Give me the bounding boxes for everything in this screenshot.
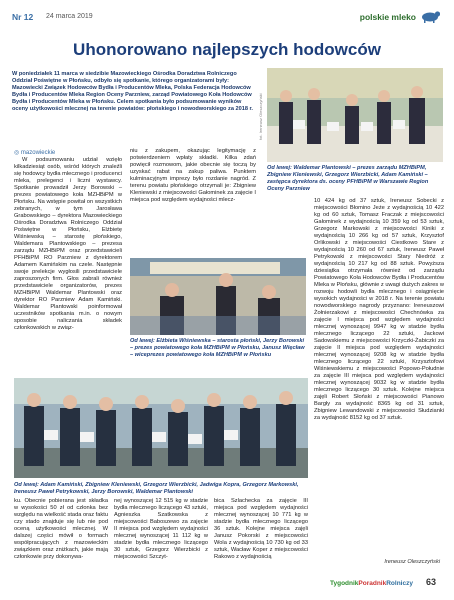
footer-brand-3: Rolniczy — [386, 580, 413, 587]
photo-image — [267, 68, 443, 162]
column-text: nej wynoszącej 12 515 kg w stadzie bydła mlecznego liczącego 43 sztuki, Agnieszka Szatkowska z miejscowości Baboszewo za zajęcie II miejsca pod względem wydajności mlecznej wynoszącej 11 112 kg w stadzie bydła mlecznego liczącego 30 sztuk, Grzegorz Wierzbicki z miejscowości Szczyt- — [114, 498, 208, 560]
article-lead — [12, 71, 258, 114]
section-tag — [14, 149, 55, 156]
footer-brand — [330, 580, 413, 587]
photo-image — [130, 258, 306, 335]
column-text: niu z zakupem, okazując legitymację z potwierdzeniem wpłaty składki. Kilka zdań powięcił rozmowom, jakie obecnie się toczą by uzyskać rabat na zakup paliwa. Punktem kulminacyjnym imprezy było rozdanie nagród. Z terenu powiatu płońskiego otrzymali je: Zbigniew Kleniewski z miejscowości Gałominek za zajęcie I miejsca pod względem wydajności mlecz- — [130, 148, 256, 203]
column-text: 10 424 kg od 37 sztuk, Ireneusz Sobecki z miejscowości Błomino Jeże z wydajnością 10 422 kg od 60 sztuk, Tomasz Fraczak z miejscowości Gałominek z wydajnością 10 359 kg od 53 sztuk, Grzegorz Markowski z miejscowości Kiniki z wydajnością 10 266 kg od 57 sztuk, Krzysztof Orlikowski z miejscowości Ciestkowo Stare z wydajnością 10 260 od 67 sztuk, Ireneusz Paweł Petrykowski z miejscowości Stary Niedróż z wydajnością 10 217 kg od 88 sztuk. Powyższa dziesiątka otrzymała również od zarządu Powiatowego Koła Hodowców Bydła i Producentów Mleka w Płońsku, głównie z uwagi dużych zakres w rozwoju hodowli bydła mlecznego i osiągnięcie wysokich wydajności w 2018 r. Na terenie powiatu nowodworskiego nagrody przyznano: Ireneuszowi Żołnierzakowi z miejscowości Chechnówka za zajęcie I miejsca pod względem wydajności mlecznej wynoszącej 9947 kg w stadzie bydła mlecznego liczącego 22 sztuki, Jackowi Sadowskiemu z miejscowości Krzyczki-Żabiczki za zajęcie II miejsca pod względem wydajności mlecznej wynoszącej 9208 kg w stadzie bydła mlecznego liczącego 22 sztuki, Krzysztofowi Wiśniewskiemu z miejscowości Popowo-Południe za zajęcie III miejsca pod względem wydajności mlecznej wynoszącej 9032 kg w stadzie bydła mlecznego liczącego 30 sztuk. Kolejne miejsca zajęli Robert Słoński z miejscowości Pianowo Bargły za wydajność 8365 kg od 31 sztuk, Zbigniew Lewandowski z miejscowości Słudzianki za wydajność 8152 kg od 37 sztuk. — [314, 198, 444, 421]
brand-logo: polskie mleko — [359, 12, 416, 22]
lead-text: W poniedziałek 11 marca w siedzibie Mazowieckiego Ośrodka Doradztwa Rolniczego Oddział Poświętne w Płońsku, odbyło się spotkanie, którego organizatorami były: Mazowiecki Związek Hodowców Bydła i Producentów Mleka, Polska Federacja Hodowców Bydła i Producentów Mleka Region Oceny Parzniew, zarząd Powiatowego Koła Hodowców Bydła i Producentów Mleka w Płońsku. Celem spotkania było podsumowanie wyników oceny użytkowości mlecznej na terenie powiatów: płońskiego i nowodworskiego za 2018 r. — [12, 71, 253, 113]
photo-award-ceremony-2 — [130, 258, 306, 335]
footer-brand-1: Tygodnik — [330, 580, 359, 587]
column-text: bica Szlachecka za zajęcie III miejsca pod względem wydajności mlecznej wynoszącej 10 771 kg w stadzie bydła mlecznego liczącego 36 sztuk. Kolejne miejsca zajęli Janusz Pokorski z miejscowości Wola z wydajnością 10 730 kg od 33 sztuk, Wacław Koper z miejscowości Rakowo z wydajnością — [214, 498, 308, 560]
photo-caption-1: Od lewej: Waldemar Plantowski – prezes zarządu MZHBiPM, Zbigniew Kleniewski, Grzegorz Wierzbicki, Adam Kamiński – zastępca dyrektora ds. oceny PFHBiPM w Warszawie Region Oceny Parzniew — [267, 165, 429, 192]
footer-brand-2: Poradnik — [358, 580, 387, 587]
issue-date: 24 marca 2019 — [46, 13, 93, 20]
section-tag-icon: ◎ — [14, 150, 21, 156]
page-header — [12, 3, 444, 33]
article-title: Uhonorowano najlepszych hodowców — [73, 40, 381, 59]
article-column-2 — [130, 148, 256, 204]
section-tag-label: mazowieckie — [20, 150, 56, 156]
article-column-1 — [14, 157, 122, 332]
bottom-column-3 — [214, 498, 308, 561]
photo-caption-3: Od lewej: Adam Kamiński, Zbigniew Kleniewski, Grzegorz Wierzbicki, Jadwiga Kopra, Grzegorz Markowski, Ireneusz Paweł Petrykowski, Jerzy Borowski, Waldemar Plantowski — [14, 482, 299, 495]
photo-caption-2: Od lewej: Elżbieta Wiśniewska – starosta płoński, Jerzy Borowski – prezes powiatowego koła MZHBiPM w Płońsku, Janusz Więcław – wiceprezes powiatowego koła MZHBiPM w Płońsku — [130, 338, 305, 358]
photo-image — [14, 378, 308, 478]
photo-credit: fot. Ireneusz Oleszczyński — [258, 93, 263, 140]
issue-number: Nr 12 — [12, 12, 34, 22]
photo-award-ceremony-1 — [267, 68, 443, 162]
article-column-3 — [314, 198, 444, 422]
column-text: W podsumowaniu udział wzięło kilkadziesiąt osób, wśród których znaleźli się hodowcy bydła mlecznego i producenci mleka, prelegenci i liczni wystawcy. Spotkanie prowadził Jerzy Borowski – prezes powiatowego koła MZHBiPM w Płońsku. Na wstępie powitał on wszystkich zebranych, w tym Jarosława Grabowskiego – dyrektora Mazowieckiego Ośrodka Doradztwa Rolniczego Oddział Poświętne w Płońsku, Elżbietę Wiśniewską – starostę płońskiego, Waldemara Plantowskiego – prezesa zarządu MZHBiPM oraz przedstawicieli PFHBiPM RO Parzniew z dyrektorem Adamem Kamińskim na czele. Następnie swoje prelekcje wygłosili przedstawiciele zaproszonych firm. Głos zabrali również przedstawiciele organizatorów, prezes MZHBiPM Waldemar Plantowski oraz dyrektor RO Parzniew Adam Kamiński. Waldemar Plantowski poinformował uczestników spotkania m.in. o nowym sposobie naliczania składek członkowskich w związ- — [14, 157, 122, 331]
author-signature: Ireneusz Oleszczyński — [384, 559, 440, 565]
bottom-column-2 — [114, 498, 208, 561]
bottom-column-1 — [14, 498, 108, 561]
column-text: ku. Obecnie pobierana jest składka w wysokości 50 zł od członka bez względu na wielkość stada oraz faktu czy stado znajduje się lub nie pod oceną użytkowości mlecznej. W dalszej części mówił o formach współpracujących z mazowieckim związkiem oraz zniżkach, jakie mają członkowie przy dokonywa- — [14, 498, 108, 560]
photo-group-winners — [14, 378, 308, 478]
page-number: 63 — [425, 577, 436, 587]
cow-icon — [420, 9, 440, 23]
